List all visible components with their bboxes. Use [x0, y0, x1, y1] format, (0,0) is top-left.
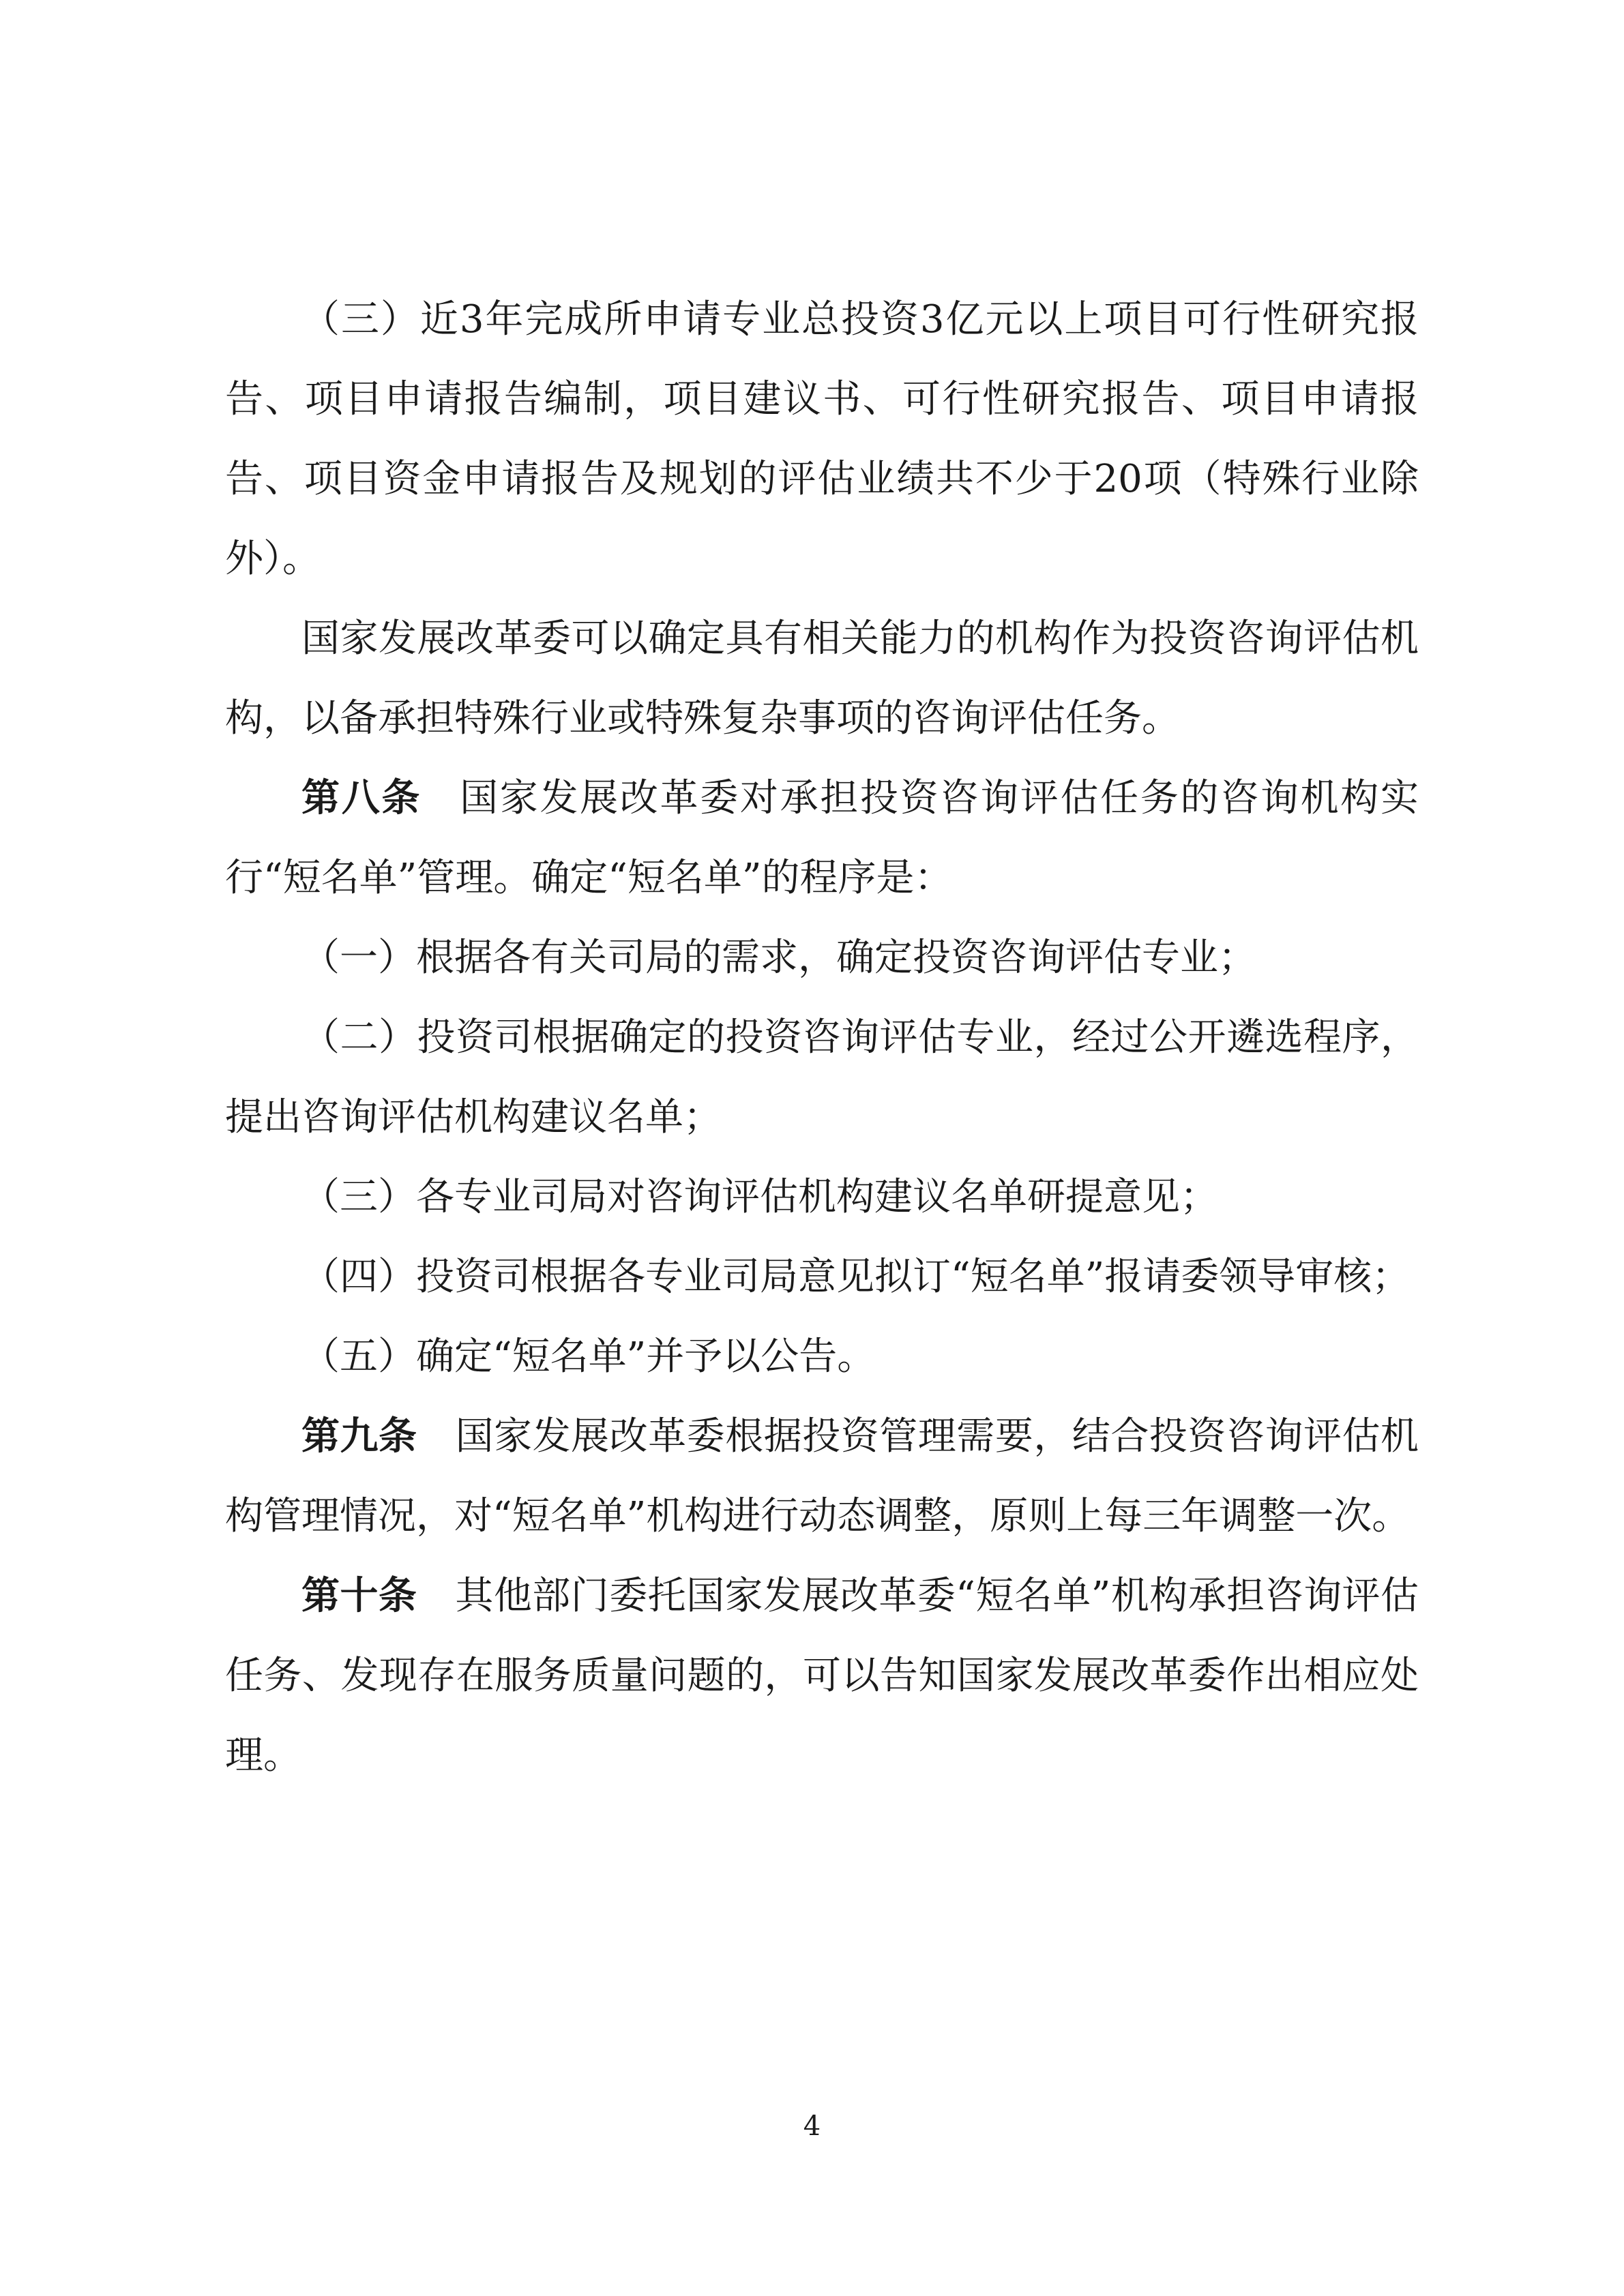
article-9: [225, 1397, 1419, 1556]
article-heading: 第八条: [301, 775, 422, 820]
article-heading: 第九条: [301, 1414, 417, 1459]
paragraph-text: 其他部门委托国家发展改革委“短名单”机构承担咨询评估任务、发现存在服务质量问题的，可以告知国家发展改革委作出相应处理。: [225, 1574, 1419, 1778]
paragraph-text: （二）投资司根据确定的投资咨询评估专业，经过公开遴选程序，提出咨询评估机构建议名单；: [225, 1015, 1419, 1139]
article-8-item-1: [225, 918, 1419, 998]
paragraph-text: （三）各专业司局对咨询评估机构建议名单研提意见；: [301, 1175, 1218, 1219]
article-10: [225, 1556, 1419, 1795]
paragraph-text: （一）根据各有关司局的需求，确定投资咨询评估专业；: [301, 936, 1256, 980]
paragraph-text: （五）确定“短名单”并予以公告。: [301, 1335, 876, 1379]
page-number: 4: [803, 2111, 821, 2142]
paragraph-text: 国家发展改革委可以确定具有相关能力的机构作为投资咨询评估机构，以备承担特殊行业或特殊复杂事项的咨询评估任务。: [225, 616, 1419, 741]
article-8-item-2: [225, 998, 1419, 1157]
paragraph-text: 国家发展改革委根据投资管理需要，结合投资咨询评估机构管理情况，对“短名单”机构进行动态调整，原则上每三年调整一次。: [225, 1414, 1419, 1538]
paragraph-text: 国家发展改革委对承担投资咨询评估任务的咨询机构实行“短名单”管理。确定“短名单”的程序是：: [225, 776, 1419, 900]
article-8-item-4: [225, 1237, 1419, 1317]
paragraph-text: （三）近3年完成所申请专业总投资3亿元以上项目可行性研究报告、项目申请报告编制，项目建议书、可行性研究报告、项目申请报告、项目资金申请报告及规划的评估业绩共不少于20项（特殊行业除外）。: [225, 297, 1419, 581]
paragraph-3-item-3: [225, 280, 1419, 599]
article-8: [225, 758, 1419, 918]
document-body: [225, 280, 1419, 1795]
paragraph-evaluation-institutions: [225, 599, 1419, 758]
paragraph-text: （四）投资司根据各专业司局意见拟订“短名单”报请委领导审核；: [301, 1255, 1411, 1299]
article-8-item-3: [225, 1157, 1419, 1237]
article-heading: 第十条: [301, 1573, 417, 1618]
article-8-item-5: [225, 1317, 1419, 1397]
